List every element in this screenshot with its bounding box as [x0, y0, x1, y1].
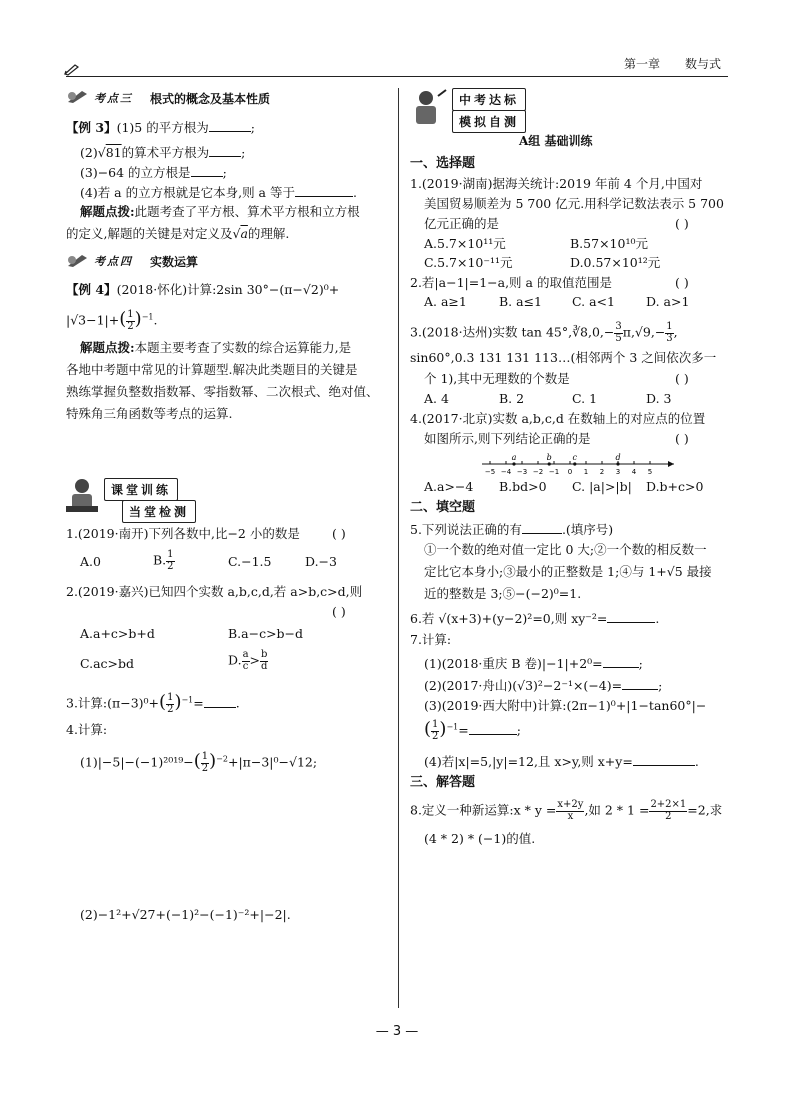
right-q3-D: D. 3: [646, 391, 672, 406]
right-q8-line2: (4 * 2) * (−1)的值.: [424, 831, 536, 846]
section-banner-ketang: 课堂训练: [104, 478, 178, 501]
number-line-tick-label: 5: [647, 468, 653, 476]
left-q4-sub2: (2)−1²+√27+(−1)²−(−1)⁻²+|−2|.: [80, 907, 291, 922]
number-line-tick-label: 3: [615, 468, 621, 476]
left-q1-paren: ( ): [332, 526, 346, 541]
right-q4-paren: ( ): [675, 431, 689, 446]
right-q1-B: B.57×10¹⁰元: [570, 236, 648, 251]
number-line-point: [512, 462, 515, 465]
number-line-tick-label: 0: [567, 468, 573, 476]
left-q2-B: B.a−c>b−d: [228, 626, 304, 641]
right-q7-s4: (4)若|x|=5,|y|=12,且 x>y,则 x+y= .: [424, 754, 699, 769]
right-q2-paren: ( ): [675, 275, 689, 290]
right-q4-line2: 如图所示,则下列结论正确的是: [424, 431, 591, 446]
page-number: — 3 —: [375, 1024, 419, 1039]
number-line-tick-label: 2: [599, 468, 605, 476]
right-q2-text: 2.若|a−1|=1−a,则 a 的取值范围是: [410, 275, 612, 290]
number-line-tick-label: −5: [484, 468, 496, 476]
section-banner-moni: 模拟自测: [452, 110, 526, 133]
right-q6: 6.若 √(x+3)+(y−2)²=0,则 xy⁻²= .: [410, 611, 660, 626]
number-line-tick-label: −3: [516, 468, 528, 476]
left-q2-paren: ( ): [332, 604, 346, 619]
number-line-tick-label: 1: [583, 468, 589, 476]
chapter-label: 第一章: [624, 57, 661, 71]
right-q3-line1: 3.(2018·达州)实数 tan 45°,∛8,0,− $\frac{3}{5}$ π,√9,− $\frac{1}{3}$ ,: [410, 321, 678, 344]
example4-tip-line4: 特殊角三角函数等考点的运算.: [66, 406, 233, 421]
right-q1-line1: 1.(2019·湖南)据海关统计:2019 年前 4 个月,中国对: [410, 176, 703, 191]
example3-tip-line1: 解题点拨:此题考查了平方根、算术平方根和立方根: [80, 204, 360, 219]
right-q1-A: A.5.7×10¹¹元: [424, 236, 506, 251]
example4-tip-line1: 解题点拨:本题主要考查了实数的综合运算能力,是: [80, 340, 352, 355]
right-q2-D: D. a>1: [646, 294, 690, 309]
chapter-title: 数与式: [685, 57, 722, 71]
right-q8-line1: 8.定义一种新运算:x * y = $\frac{x+2y}{x}$ ,如 2 * 1 = $\frac{2+2\times 1}{2}$ =2,求: [410, 799, 723, 822]
example4-tip-line2: 各地中考题中常见的计算题型.解决此类题目的关键是: [66, 362, 358, 377]
group-a-title: A组 基础训练: [519, 134, 593, 148]
right-q5-line4: 近的整数是 3;⑤−(−2)⁰=1.: [424, 586, 582, 601]
number-line-point: [573, 462, 576, 465]
header-rule: [66, 76, 728, 77]
kaodian3-title: 根式的概念及基本性质: [150, 92, 271, 106]
right-q7-s2: (2)(2017·舟山)(√3)²−2⁻¹×(−4)= ;: [424, 678, 663, 693]
number-line-point-label: a: [511, 453, 517, 462]
left-q1-C: C.−1.5: [228, 554, 272, 569]
right-q4-D: D.b+c>0: [646, 479, 704, 494]
example3-q1: 【例 3】(1)5 的平方根为 ;: [66, 120, 255, 135]
right-q7-text: 7.计算:: [410, 632, 452, 647]
section-fill: 二、填空题: [410, 500, 476, 515]
left-q1-A: A.0: [80, 554, 101, 569]
teacher-figure-icon: [408, 88, 448, 128]
writing-hand-icon: [66, 88, 90, 104]
section-banner-zhongkao: 中考达标: [452, 88, 526, 111]
right-q4-B: B.bd>0: [499, 479, 547, 494]
example3-q4: (4)若 a 的立方根就是它本身,则 a 等于 .: [80, 185, 357, 200]
right-q3-line2: sin60°,0.3 131 131 113…(相邻两个 3 之间依次多一: [410, 350, 717, 365]
left-q4-sub1: (1)|−5|−(−1)²⁰¹⁹−( $\frac{1}{2}$ )$^{-2}$+|π−3|⁰−√12;: [80, 750, 318, 774]
right-q7-s3: (3)(2019·西大附中)计算:(2π−1)⁰+|1−tan60°|−: [424, 698, 707, 713]
left-q2-D: D. $\frac{a}{c}$ > $\frac{b}{d}$: [228, 649, 268, 672]
left-q1-text: 1.(2019·南开)下列各数中,比−2 小的数是: [66, 526, 300, 541]
right-q1-paren: ( ): [675, 216, 689, 231]
student-figure-icon: [62, 476, 102, 516]
right-q2-B: B. a≤1: [499, 294, 543, 309]
kaodian4-badge: 考点四: [94, 255, 133, 268]
right-q5-line3: 定比它本身小;③最小的正整数是 1;④与 1+√5 最接: [424, 564, 712, 579]
left-q2-C: C.ac>bd: [80, 656, 135, 671]
right-q3-C: C. 1: [572, 391, 598, 406]
left-q3: 3.计算:(π−3)⁰+( $\frac{1}{2}$ )$^{-1}$= .: [66, 691, 240, 715]
example3-q3: (3)−64 的立方根是 ;: [80, 165, 227, 180]
right-q1-line2: 美国贸易顺差为 5 700 亿元.用科学记数法表示 5 700: [424, 196, 724, 211]
section-choice: 一、选择题: [410, 156, 476, 171]
section-answer: 三、解答题: [410, 775, 476, 790]
left-q4-text: 4.计算:: [66, 722, 108, 737]
right-q2-A: A. a≥1: [424, 294, 467, 309]
right-q7-s1: (1)(2018·重庆 B 卷)|−1|+2⁰= ;: [424, 656, 643, 671]
right-q1-line3: 亿元正确的是: [424, 216, 500, 231]
example4-line1: 【例 4】(2018·怀化)计算:2sin 30°−(π−√2)⁰+: [66, 282, 340, 297]
right-q4-C: C. |a|>|b|: [572, 479, 632, 494]
right-q2-C: C. a<1: [572, 294, 615, 309]
right-q3-B: B. 2: [499, 391, 525, 406]
pen-icon: [63, 62, 85, 76]
left-q1-D: D.−3: [305, 554, 337, 569]
kaodian4-title: 实数运算: [150, 255, 199, 269]
left-q2-A: A.a+c>b+d: [80, 626, 155, 641]
number-line-tick-label: −2: [532, 468, 544, 476]
right-q1-D: D.0.57×10¹²元: [570, 255, 661, 270]
number-line-point: [548, 462, 551, 465]
right-q5-line1: 5.下列说法正确的有 .(填序号): [410, 522, 614, 537]
example4-line2: |√3−1|+( $\frac{1}{2}$ )$^{-1}$.: [66, 308, 158, 332]
left-q2-text: 2.(2019·嘉兴)已知四个实数 a,b,c,d,若 a>b,c>d,则: [66, 584, 363, 599]
right-q3-A: A. 4: [424, 391, 449, 406]
left-q1-B: B. $\frac{1}{2}$: [153, 549, 174, 572]
example4-tip-line3: 熟练掌握负整数指数幂、零指数幂、二次根式、绝对值、: [66, 384, 379, 399]
right-q3-line3: 个 1),其中无理数的个数是: [424, 371, 570, 386]
number-line-point: [616, 462, 619, 465]
number-line-figure: [478, 450, 678, 476]
right-q5-line2: ①一个数的绝对值一定比 0 大;②一个数的相反数一: [424, 542, 707, 557]
example3-tip-line2: 的定义,解题的关键是对定义及√a的理解.: [66, 226, 290, 241]
right-q7-s3-cont: ( $\frac{1}{2}$ )$^{-1}$= ;: [424, 718, 521, 742]
number-line-point-label: c: [572, 453, 578, 462]
column-divider: [398, 88, 399, 1008]
number-line-tick-label: −4: [500, 468, 512, 476]
number-line-tick-label: −1: [548, 468, 560, 476]
right-q4-A: A.a>−4: [424, 479, 474, 494]
section-banner-dangtang: 当堂检测: [122, 500, 196, 523]
right-q3-paren: ( ): [675, 371, 689, 386]
right-q4-line1: 4.(2017·北京)实数 a,b,c,d 在数轴上的对应点的位置: [410, 411, 706, 426]
right-q1-C: C.5.7×10⁻¹¹元: [424, 255, 513, 270]
kaodian3-badge: 考点三: [94, 92, 133, 105]
number-line-tick-label: 4: [631, 468, 637, 476]
writing-hand-icon: [66, 252, 90, 268]
number-line-point-label: d: [615, 453, 621, 462]
number-line-point-label: b: [546, 453, 552, 462]
example3-q2: (2)√81的算术平方根为 ;: [80, 145, 246, 160]
number-line-arrow: [668, 461, 674, 467]
